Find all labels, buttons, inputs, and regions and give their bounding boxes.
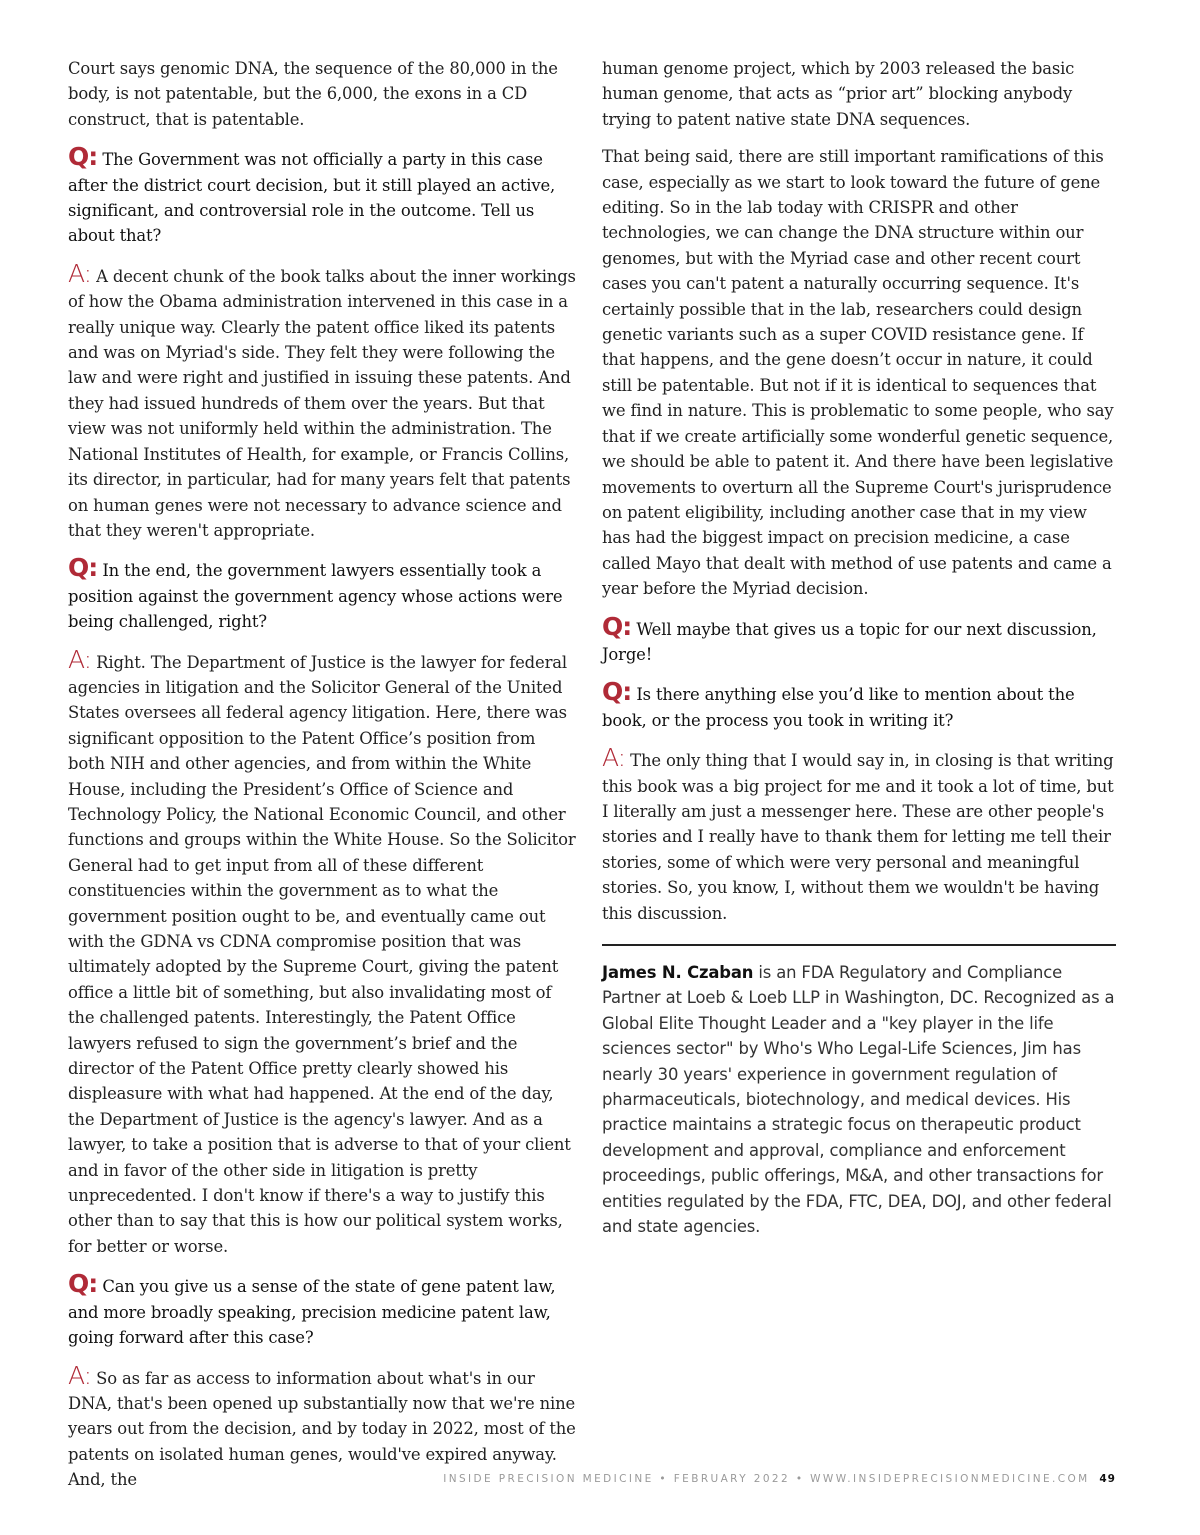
question-marker: Q: bbox=[68, 142, 98, 172]
answer-marker: A: bbox=[602, 743, 626, 773]
question-marker: Q: bbox=[68, 1269, 98, 1299]
question-paragraph bbox=[68, 555, 576, 634]
page-footer bbox=[0, 1473, 1116, 1485]
question-paragraph bbox=[602, 679, 1116, 733]
paragraph-text: The Government was not officially a party in this case after the district court decision, but it still played an active, significant, and controversial role in the outcome. Tell us about that? bbox=[68, 150, 556, 246]
page-number: 49 bbox=[1099, 1473, 1116, 1485]
answer-paragraph bbox=[68, 258, 576, 543]
author-bio-text: is an FDA Regulatory and Compliance Partner at Loeb & Loeb LLP in Washington, DC. Recognized as a Global Elite Thought Leader and a "key player in the life sciences sector" by Who's Who Legal-Life Sciences, Jim has nearly 30 years' experience in government regulation of pharmaceuticals, biotechnology, and medical devices. His practice maintains a strategic focus on therapeutic product development and approval, compliance and enforcement proceedings, public offerings, M&A, and other transactions for entities regulated by the FDA, FTC, DEA, DOJ, and other federal and state agencies. bbox=[602, 963, 1115, 1237]
right-paragraphs bbox=[602, 56, 1116, 926]
paragraph-text: human genome project, which by 2003 released the basic human genome, that acts as “prior art” blocking anybody trying to patent native state DNA sequences. bbox=[602, 59, 1075, 129]
paragraph-text: The only thing that I would say in, in closing is that writing this book was a big project for me and it took a lot of time, but I literally am just a messenger here. These are other people's stories and I really have to thank them for letting me tell their stories, some of which were very personal and meaningful stories. So, you know, I, without them we wouldn't be having this discussion. bbox=[602, 751, 1114, 923]
answer-marker: A: bbox=[68, 258, 92, 288]
question-marker: Q: bbox=[602, 677, 632, 707]
question-marker: Q: bbox=[68, 553, 98, 583]
question-paragraph bbox=[68, 1271, 576, 1350]
answer-paragraph bbox=[68, 644, 576, 1260]
left-column bbox=[68, 56, 576, 1505]
paragraph-text: In the end, the government lawyers essentially took a position against the government agency whose actions were being challenged, right? bbox=[68, 561, 563, 632]
paragraph-text: Court says genomic DNA, the sequence of the 80,000 in the body, is not patentable, but the 6,000, the exons in a CD construct, that is patentable. bbox=[68, 59, 558, 129]
question-marker: Q: bbox=[602, 611, 632, 641]
question-paragraph bbox=[68, 144, 576, 249]
paragraph-text: Right. The Department of Justice is the lawyer for federal agencies in litigation and the Solicitor General of the United States oversees all federal agency litigation. Here, there was significant opposition to the Patent Office’s position from both NIH and other agencies, and from within the White House, including the President’s Office of Science and Technology Policy, the National Economic Council, and other functions and groups within the White House. So the Solicitor General had to get input from all of these different constituencies within the government as to what the government position ought to be, and eventually came out with the GDNA vs CDNA compromise position that was ultimately adopted by the Supreme Court, giving the patent office a little bit of something, but also invalidating most of the challenged patents. Interestingly, the Patent Office lawyers refused to sign the government’s brief and the director of the Patent Office pretty clearly showed his displeasure with what had happened. At the end of the day, the Department of Justice is the agency's lawyer. And as a lawyer, to take a position that is adverse to that of your client and in favor of the other side in litigation is pretty unprecedented. I don't know if there's a way to justify this other than to say that this is how our political system works, for better or worse. bbox=[68, 652, 576, 1256]
paragraph-text: Well maybe that gives us a topic for our next discussion, Jorge! bbox=[602, 619, 1097, 664]
body-paragraph bbox=[602, 56, 1116, 132]
body-paragraph bbox=[602, 144, 1116, 601]
footer-publication: INSIDE PRECISION MEDICINE • FEBRUARY 2022 • WWW.INSIDEPRECISIONMEDICINE.COM bbox=[443, 1473, 1090, 1485]
body-paragraph bbox=[68, 56, 576, 132]
author-name: James N. Czaban bbox=[602, 963, 754, 982]
paragraph-text: So as far as access to information about what's in our DNA, that's been opened up substantially now that we're nine years out from the decision, and by today in 2022, most of the patents on isolated human genes, would've expired anyway. And, the bbox=[68, 1368, 576, 1490]
bio-divider bbox=[602, 944, 1116, 946]
answer-paragraph bbox=[602, 745, 1116, 926]
paragraph-text: That being said, there are still important ramifications of this case, especially as we start to look toward the future of gene editing. So in the lab today with CRISPR and other technologies, we can change the DNA structure within our genomes, but with the Myriad case and other recent court cases you can't patent a naturally occurring sequence. It's certainly possible that in the lab, researchers could design genetic variants such as a super COVID resistance gene. If that happens, and the gene doesn’t occur in nature, it could still be patentable. But not if it is identical to sequences that we find in nature. This is problematic to some people, who say that if we create artificially some wonderful genetic sequence, we should be able to patent it. And there have been legislative movements to overturn all the Supreme Court's jurisprudence on patent eligibility, including another case that in my view has had the biggest impact on precision medicine, a case called Mayo that dealt with method of use patents and came a year before the Myriad decision. bbox=[602, 147, 1114, 599]
paragraph-text: A decent chunk of the book talks about the inner workings of how the Obama administration intervened in this case in a really unique way. Clearly the patent office liked its patents and was on Myriad's side. They felt they were following the law and were right and justified in issuing these patents. And they had issued hundreds of them over the years. But that view was not uniformly held within the administration. The National Institutes of Health, for example, or Francis Collins, its director, in particular, had for many years felt that patents on human genes were not necessary to advance science and that they weren't appropriate. bbox=[68, 266, 576, 540]
paragraph-text: Is there anything else you’d like to mention about the book, or the process you took in writing it? bbox=[602, 685, 1075, 730]
answer-marker: A: bbox=[68, 644, 92, 674]
author-bio bbox=[602, 960, 1116, 1239]
right-column bbox=[602, 56, 1116, 1251]
paragraph-text: Can you give us a sense of the state of gene patent law, and more broadly speaking, precision medicine patent law, going forward after this case? bbox=[68, 1277, 556, 1348]
question-paragraph bbox=[602, 611, 1116, 668]
answer-marker: A: bbox=[68, 1360, 92, 1390]
